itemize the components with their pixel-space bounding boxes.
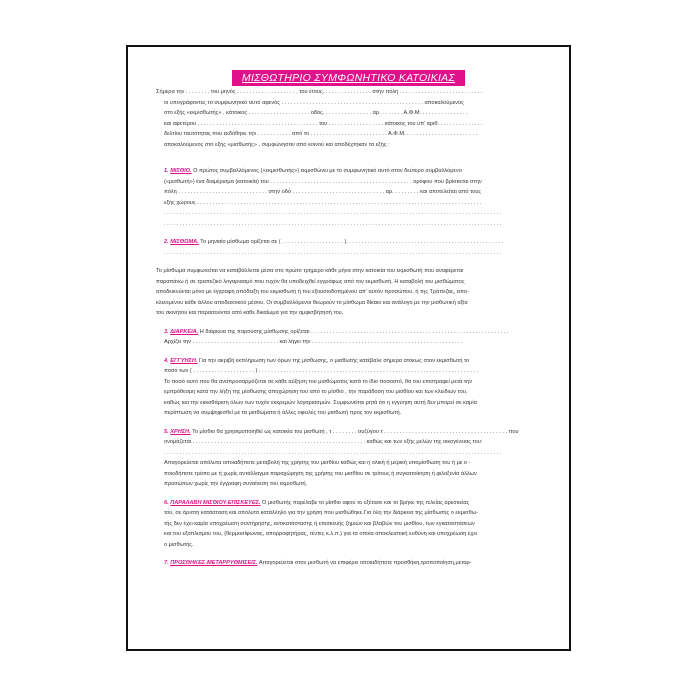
section-2	[156, 237, 549, 248]
section-text: Για την ακριβή εκπλήρωση των όρων της μίσθωσης, ο μισθωτής κατέβαλε σήμερα ατόκως στον εκμισθωτή το	[197, 357, 470, 364]
section-number: 3.	[164, 328, 169, 335]
section-heading: ΔΙΑΡΚΕΙΑ.	[170, 328, 199, 335]
section-line: εξής χώρους . . . . . . . . . . . . . . . . . . . . . . . . . . . . . . . . . . . . . . . . . . . . . . . . . . . . . . . . . . . . . . . . . . . . . . . . . . . . . . . . . . . . . . . . . . . .	[164, 199, 482, 206]
section-line: ποσό των ( . . . . . . . . . . . . . . . . . . . . ) . . . . . . . . . . . . . . . . . . . . . . . . . . . . . . . . . . . . . . . . . . . . . . . . . . . . . . . . . . . . . . . . . . . . . . .	[164, 368, 478, 374]
section-text: Ο μισθωτής παρέλαβε το μίσθιο αφού το εξέτασε και το βρήκε της τελείας αρεσκείας	[260, 499, 470, 506]
section-7	[156, 558, 549, 569]
contract-body	[156, 87, 549, 569]
blank-line: . . . . . . . . . . . . . . . . . . . . . . . . . . . . . . . . . . . . . . . . . . . . . . . . . . . . . . . . . . . . . . . . . . . . . . . . . . . . . . . . . . . . . . . . . . . . . . . . . . . . . . . . . . . . .	[164, 449, 502, 456]
section-line: εμπρόθεσμη κατά την λήξη της μίσθωσης αποχώρηση του από το μίσθιο , την παράδοση του μισθίου και των κλειδιών του,	[164, 389, 468, 395]
section-heading: ΠΡΟΣΘΗΚΕΣ-ΜΕΤΑΡΡΥΘΜΙΣΕΙΣ.	[170, 560, 258, 566]
section-text: Η διάρκεια της παρούσης μίσθωσης ορίζεται . . . . . . . . . . . . . . . . . . . . . . . . . . . . . . . . . . . . . . . . . . . . . . . . . . . . . . . . . . . . . . . .	[198, 328, 509, 335]
section-line: καθώς και την εκκαθάριση όλων των τυχόν εκκρεμών λογαριασμών. Συμφωνείται ρητά ότι η εγγύηση αυτή δεν μπορεί σε καμία	[164, 399, 477, 406]
section-number: 4.	[164, 357, 169, 364]
section-text: Το μηνιαίο μίσθωμα ορίζεται σε ( . . . . . . . . . . . . . . . . . . . . ). . . . . . . . . . . . . . . . . . . . . . . . . . . . . . . . . . . . . . . . . . . . . . . . . . .	[198, 239, 504, 245]
section-line: παραπάνω ή σε τραπεζικό λογαριασμό που τυχόν θα υποδειχθεί εγγράφως από τον εκμισθωτή. Η καταβολή του μισθώματος	[156, 278, 465, 285]
blank-line: . . . . . . . . . . . . . . . . . . . . . . . . . . . . . . . . . . . . . . . . . . . . . . . . . . . . . . . . . . . . . . . . . . . . . . . . . . . . . . . . . . . . . . . . . . . . . . . . . . . . . . . . . . . . .	[164, 210, 502, 216]
section-number: 7.	[164, 560, 169, 566]
intro-line: στο εξής «εκμισθωτής» , κάτοικος . . . . . . . . . . . . . . . . . . . . οδός. . . . . . . . . . . . . . . . αρ. . . . . . . . Α.Φ.Μ. . . . . . . . . . . . . . . .	[164, 110, 468, 116]
section-heading: ΧΡΗΣΗ.	[170, 428, 191, 435]
title-banner	[128, 68, 569, 86]
document-title: ΜΙΣΘΩΤΗΡΙΟ ΣΥΜΦΩΝΗΤΙΚΟ ΚΑΤΟΙΚΙΑΣ	[232, 70, 465, 86]
section-line: κλειομένου κάθε άλλου αποδεικτικού μέσου. Οι συμβαλλόμενοι θεωρούν το μίσθωμα δίκαιο και ανάλογο με την μισθωτική αξία	[156, 299, 468, 306]
blank-line: . . . . . . . . . . . . . . . . . . . . . . . . . . . . . . . . . . . . . . . . . . . . . . . . . . . . . . . . . . . . . . . . . . . . . . . . . . . . . . . . . . . . . . . . . . . . . . . . . . . . . . . . . . . . .	[164, 220, 502, 227]
section-line: ονομάζεται . . . . . . . . . . . . . . . . . . . . . . . . . . . . . . . . . . . . . . . . . . . . . . . . . . . . . . . . καθώς και των εξής μελών της οικογένειας του:	[164, 439, 483, 445]
intro-line: δελτίου ταυτότητας που εκδόθηκε την . . . . . . . . . . . από το . . . . . . . . . . . . . . . . . . . . . . . . . Α.Φ.Μ. . . . . . . . . . . . . . . . . . . . . . . .	[164, 131, 478, 137]
section-3	[156, 327, 549, 338]
section-6	[156, 498, 549, 509]
section-line: αποδεικνύεται μόνο με έγγραφη απόδειξη του εκμισθωτή ή του εξουσιοδοτημένου απ' αυτόν προσώπου, ή της Τράπεζας, απο-	[156, 289, 469, 295]
section-line: Το μίσθωμα συμφωνείται να καταβάλλεται μέσα στο πρώτο τρήμερο κάθε μήνα στην κατοικία του εκμισθωτή που αναφέρεται	[156, 268, 464, 274]
section-line: Το ποσό αυτό που θα αναπροσαρμόζεται σε κάθε αύξηση του μισθώματος κατά το ίδιο ποσοστό, θα του επιστραφεί μετά την	[164, 378, 473, 385]
section-number: 2.	[164, 239, 169, 245]
section-line: και του εξοπλισμού του, (θερμοσίφωνας, απορροφητήρας, τέντες κ.λ.π.) για τα οποία αποκλειστική ευθύνη και υποχρέωση έχει	[164, 531, 478, 537]
section-line: Απαγορεύεται απόλυτα οποιαδήποτε μεταβολή της χρήσης του μισθίου καθώς και η ολική ή μερική υπομίσθωση του ή με ο -	[164, 460, 471, 466]
section-text: Απαγορεύεται στον μισθωτή να επιφέρει οποιαδήποτε προσθήκη,τροποποίηση,μεταρ-	[257, 560, 472, 566]
intro-line: Σήμερα την . . . . . . . . του μηνός . . . . . . . . . . . . . . . . . . . . του έτους. . . . . . . . . . . . . . . . στην πόλη . . . . . . . . . . . . . . . . . . . . . . . . . . .	[156, 89, 483, 95]
section-text: Ο πρώτος συμβαλλόμενος («εκμισθωτής») εκμισθώνει με το συμφωνητικό αυτό στον δεύτερο συμβαλλόμενο	[191, 168, 462, 174]
section-number: 6.	[164, 499, 169, 506]
section-4	[156, 356, 549, 367]
section-line: ο μισθωτής.	[164, 541, 194, 548]
section-5	[156, 427, 549, 438]
blank-line: . . . . . . . . . . . . . . . . . . . . . . . . . . . . . . . . . . . . . . . . . . . . . . . . . . . . . . . . . . . . . . . . . . . . . . . . . . . . . . . . . . . . . . . . . . . . . . . . . . . . . . . . . . . . .	[164, 249, 502, 256]
intro-line: αποκαλούμενος στο εξής «μισθωτής» , συμφώνησαν από κοινού και αποδέχτηκαν τα εξής :	[164, 141, 390, 148]
section-line: του, σε άριστη κατάσταση και απόλυτα κατάλληλο για την χρήση που μισθώθηκε.Για όλη την διάρκεια της μίσθωσης ο εκμισθω-	[164, 510, 478, 516]
section-line: ποιοδήποτε τρόπο με ή χωρίς αντάλλαγμα παραχώρηση της χρήσης του μισθίου σε τρίτους ή συγκατοίκηση ή φιλοξενία άλλων	[164, 470, 477, 477]
section-line: περίπτωση να συμψηφισθεί με τα μισθώματα ή άλλες οφειλές του μισθωτή προς τον εκμισθωτή.	[164, 410, 402, 416]
section-number: 1.	[164, 168, 169, 174]
section-1	[156, 166, 549, 177]
contract-page	[126, 45, 571, 651]
section-heading: ΜΙΣΘΙΟ.	[170, 168, 192, 174]
section-heading: ΕΓΓΥΗΣΗ.	[170, 357, 198, 364]
section-line: του ακινήτου και παραιτούνται από κάθε δικαίωμα για την αμφισβήτησή του.	[156, 310, 344, 316]
section-number: 5.	[164, 428, 169, 435]
section-line: («μισθωτή») ένα διαμέρισμα (κατοικία) του . . . . . . . . . . . . . . . . . . . . . . . . . . . . . . . . . . . . . . . . . . . . . . ορόφου που βρίσκεται στην	[164, 178, 482, 185]
section-line: πόλη . . . . . . . . . . . . . . . . . . . . . . . . . . . . . στην οδό . . . . . . . . . . . . . . . . . . . . . . . . . . . . . . αρ. . . . . . . . . και αποτελείται από τους	[164, 189, 482, 195]
section-line: προσώπων χωρίς την έγγραφη συναίνεση του εκμισθωτή.	[164, 481, 308, 487]
section-line: Αρχίζει την . . . . . . . . . . . . . . . . . . . . . . . . . . . . και λήγει την . . . . . . . . . . . . . . . . . . . . . . . . . . . . . . . . . . . . . . . . . . . . . . . . .	[164, 339, 463, 345]
section-line: τής δεν έχει καμία υποχρέωση συντήρησης, αντικατάστασης ή επισκευής ζημιών και βλαβών του μισθίου, των εγκαταστάσεων	[164, 520, 475, 527]
section-heading: ΠΑΡΑΛΑΒΗ ΜΙΣΘΙΟΥ-ΕΠΙΣΚΕΥΕΣ.	[170, 499, 261, 506]
intro-line: και αφετέρου . . . . . . . . . . . . . . . . . . . . . . . . . . . . . . . . . . . . . . . του . . . . . . . . . . . . . . . . . . κάτοικος του υπ' αριθ. . . . . . . . . . . . . . .	[164, 120, 483, 127]
section-heading: ΜΙΣΘΩΜΑ.	[170, 239, 199, 245]
section-text: Το μίσθιο θα χρησιμοποιηθεί ως κατοικία του μισθωτή , τ . . . . . . . . συζύγου τ . . . . . . . . . . . . . . . . . . . . . . . . . . . . . . . . . . . . . . . . που	[190, 428, 519, 435]
intro-line: οι υπογράφοντες το συμφωνητικό αυτό αφενός . . . . . . . . . . . . . . . . . . . . . . . . . . . . . . . . . . . . . . . . . . . . . . αποκαλούμενος	[164, 99, 464, 106]
